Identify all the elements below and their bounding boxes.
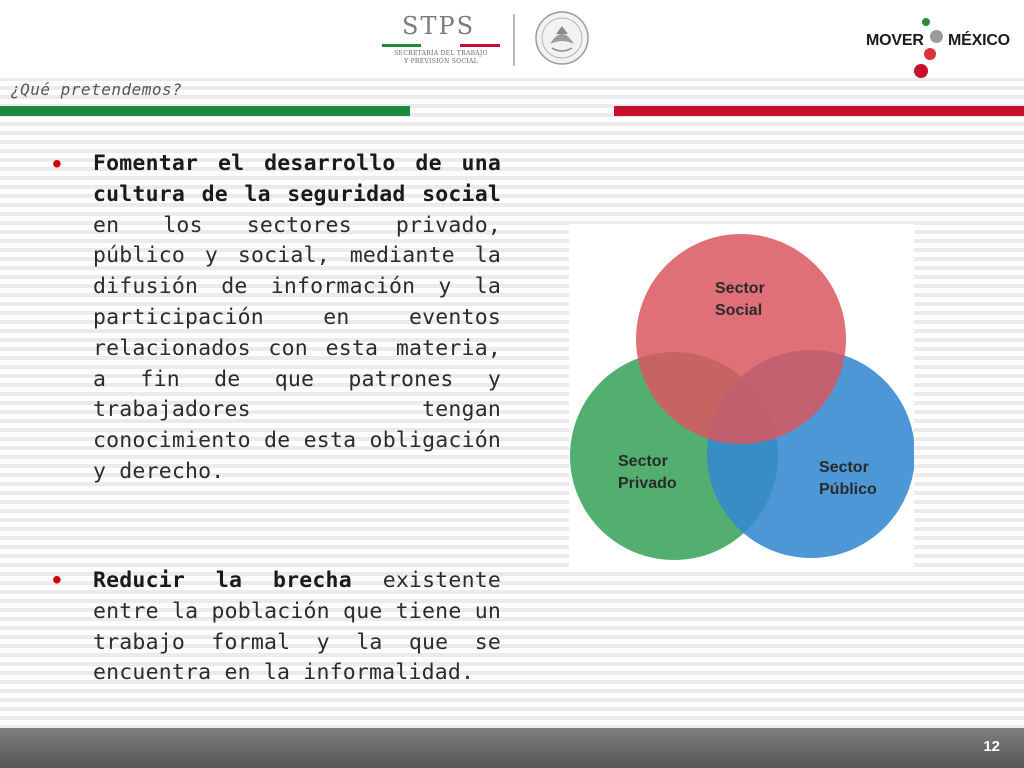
label-publico-line2: Público xyxy=(819,481,877,498)
stps-logo xyxy=(380,12,510,68)
logo-dot-green xyxy=(922,18,930,26)
bullet-1-bold: Fomentar el desarrollo de una cultura de la seguridad social xyxy=(93,151,501,207)
label-sector-publico xyxy=(819,457,899,501)
logo-dot-gray xyxy=(930,30,943,43)
mexico-word: MÉXICO xyxy=(948,32,1010,49)
logo-dot-red-1 xyxy=(924,48,936,60)
bullet-text-2 xyxy=(93,566,501,689)
national-seal-icon xyxy=(532,10,592,66)
header xyxy=(0,0,1024,78)
venn-svg xyxy=(569,224,914,570)
stps-tricolor-rule xyxy=(382,44,500,47)
bullet-text-1 xyxy=(93,149,501,488)
circle-sector-social xyxy=(636,234,846,444)
venn-diagram xyxy=(569,224,914,570)
label-privado-line2: Privado xyxy=(618,475,677,492)
bullet-2-rest: existente entre la población que tiene un trabajo formal y la que se encuentra en la informalidad. xyxy=(93,568,501,686)
bullet-marker: • xyxy=(52,148,62,179)
label-privado-line1: Sector xyxy=(618,453,668,470)
label-social-line1: Sector xyxy=(715,280,765,297)
red-accent-bar xyxy=(614,106,1024,116)
header-divider xyxy=(513,14,515,66)
label-social-line2: Social xyxy=(715,302,763,319)
stps-line-1: SECRETARÍA DEL TRABAJO xyxy=(394,50,488,57)
footer-bar xyxy=(0,728,1024,768)
slide-subtitle: ¿Qué pretendemos? xyxy=(10,80,183,99)
green-accent-bar xyxy=(0,106,410,116)
logo-dot-red-2 xyxy=(914,64,928,78)
stps-acronym: STPS xyxy=(402,12,476,40)
bullet-2-bold: Reducir la brecha xyxy=(93,568,352,593)
bullet-marker: • xyxy=(52,564,62,595)
stps-line-2: Y PREVISIÓN SOCIAL xyxy=(404,58,478,65)
label-sector-social xyxy=(715,278,795,322)
bullet-1-rest: en los sectores privado, público y social, mediante la difusión de información y la participación en eventos relacionados con esta materia, a fin de que patrones y trabajadores tengan conocimiento de esta obligación y derecho. xyxy=(93,212,501,484)
mover-mexico-logo xyxy=(866,18,1016,82)
label-publico-line1: Sector xyxy=(819,459,869,476)
label-sector-privado xyxy=(618,451,698,495)
page-number: 12 xyxy=(983,738,1000,755)
mover-word: MOVER xyxy=(866,32,924,49)
